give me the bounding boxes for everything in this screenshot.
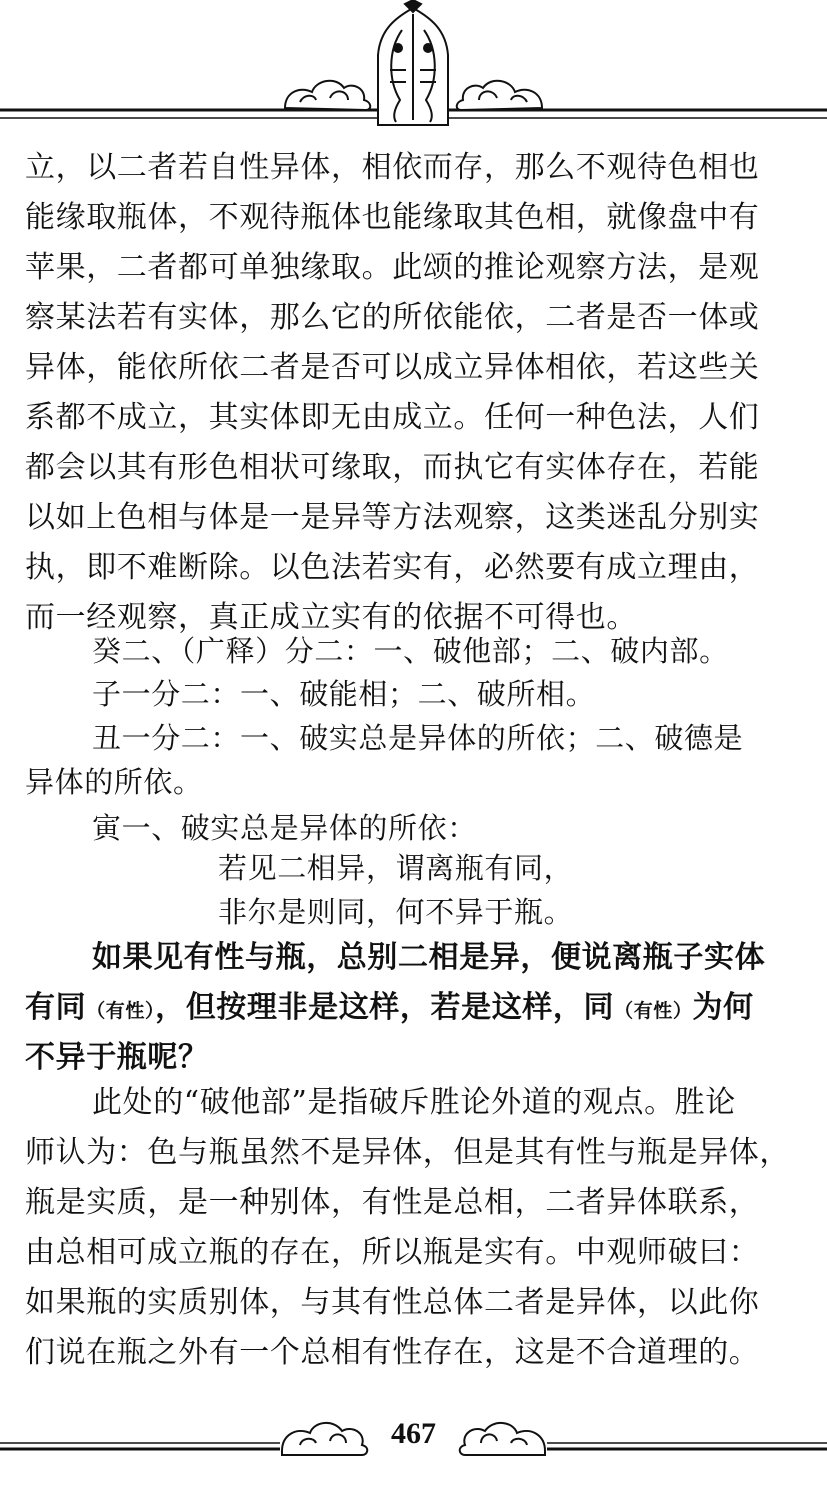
section-heading-yin1: 寅一、破实总是异体的所依： xyxy=(92,811,477,845)
paragraph-line: 执，即不难断除。以色法若实有，必然要有成立理由， xyxy=(25,550,760,585)
verse-line: 非尔是则同，何不异于瓶。 xyxy=(218,895,574,929)
commentary-line: 由总相可成立瓶的存在，所以瓶是实有。中观师破曰： xyxy=(25,1235,760,1270)
translation-note: （有性） xyxy=(614,1000,693,1022)
section-heading-chou1-cont: 异体的所依。 xyxy=(25,765,203,799)
section-heading-gui2: 癸二、（广释）分二：一、破他部；二、破内部。 xyxy=(92,634,729,668)
page-number: 467 xyxy=(391,1417,436,1450)
paragraph-line: 异体，能依所依二者是否可以成立异体相依，若这些关 xyxy=(25,350,760,385)
translation-line: 如果见有性与瓶，总别二相是异，便说离瓶子实体 xyxy=(92,940,766,975)
commentary-line: 瓶是实质，是一种别体，有性是总相，二者异体联系， xyxy=(25,1185,760,1220)
commentary-line: 如果瓶的实质别体，与其有性总体二者是异体，以此你 xyxy=(25,1285,760,1320)
commentary-line: 此处的“破他部”是指破斥胜论外道的观点。胜论 xyxy=(92,1085,736,1120)
paragraph-line: 苹果，二者都可单独缘取。此颂的推论观察方法，是观 xyxy=(25,250,760,285)
paragraph-line: 系都不成立，其实体即无由成立。任何一种色法，人们 xyxy=(25,400,760,435)
translation-line xyxy=(25,983,754,1033)
translation-line: 不异于瓶呢？ xyxy=(25,1040,209,1075)
translation-text: 有同 xyxy=(25,990,87,1025)
paragraph-line: 都会以其有形色相状可缘取，而执它有实体存在，若能 xyxy=(25,450,760,485)
paragraph-line: 立，以二者若自性异体，相依而存，那么不观待色相也 xyxy=(25,150,760,185)
twin-fish-emblem xyxy=(378,0,448,125)
translation-note: （有性） xyxy=(86,1000,156,1022)
cloud-ornament-left xyxy=(285,81,370,110)
paragraph-line: 能缘取瓶体，不观待瓶体也能缘取其色相，就像盘中有 xyxy=(25,200,760,235)
header-ornament xyxy=(0,0,827,135)
commentary-line: 们说在瓶之外有一个总相有性存在，这是不合道理的。 xyxy=(25,1335,760,1370)
paragraph-line: 以如上色相与体是一是异等方法观察，这类迷乱分别实 xyxy=(25,500,760,535)
paragraph-line: 察某法若有实体，那么它的所依能依，二者是否一体或 xyxy=(25,300,760,335)
translation-text: ，但按理非是这样，若是这样，同 xyxy=(155,990,615,1025)
commentary-line: 师认为：色与瓶虽然不是异体，但是其有性与瓶是异体， xyxy=(25,1135,790,1170)
cloud-ornament-right xyxy=(457,81,542,110)
section-heading-zi1: 子一分二：一、破能相；二、破所相。 xyxy=(92,677,596,711)
paragraph-line: 而一经观察，真正成立实有的依据不可得也。 xyxy=(25,600,637,635)
translation-text: 为何 xyxy=(692,990,754,1025)
verse-line: 若见二相异，谓离瓶有同， xyxy=(218,851,574,885)
section-heading-chou1: 丑一分二：一、破实总是异体的所依；二、破德是 xyxy=(92,721,744,755)
